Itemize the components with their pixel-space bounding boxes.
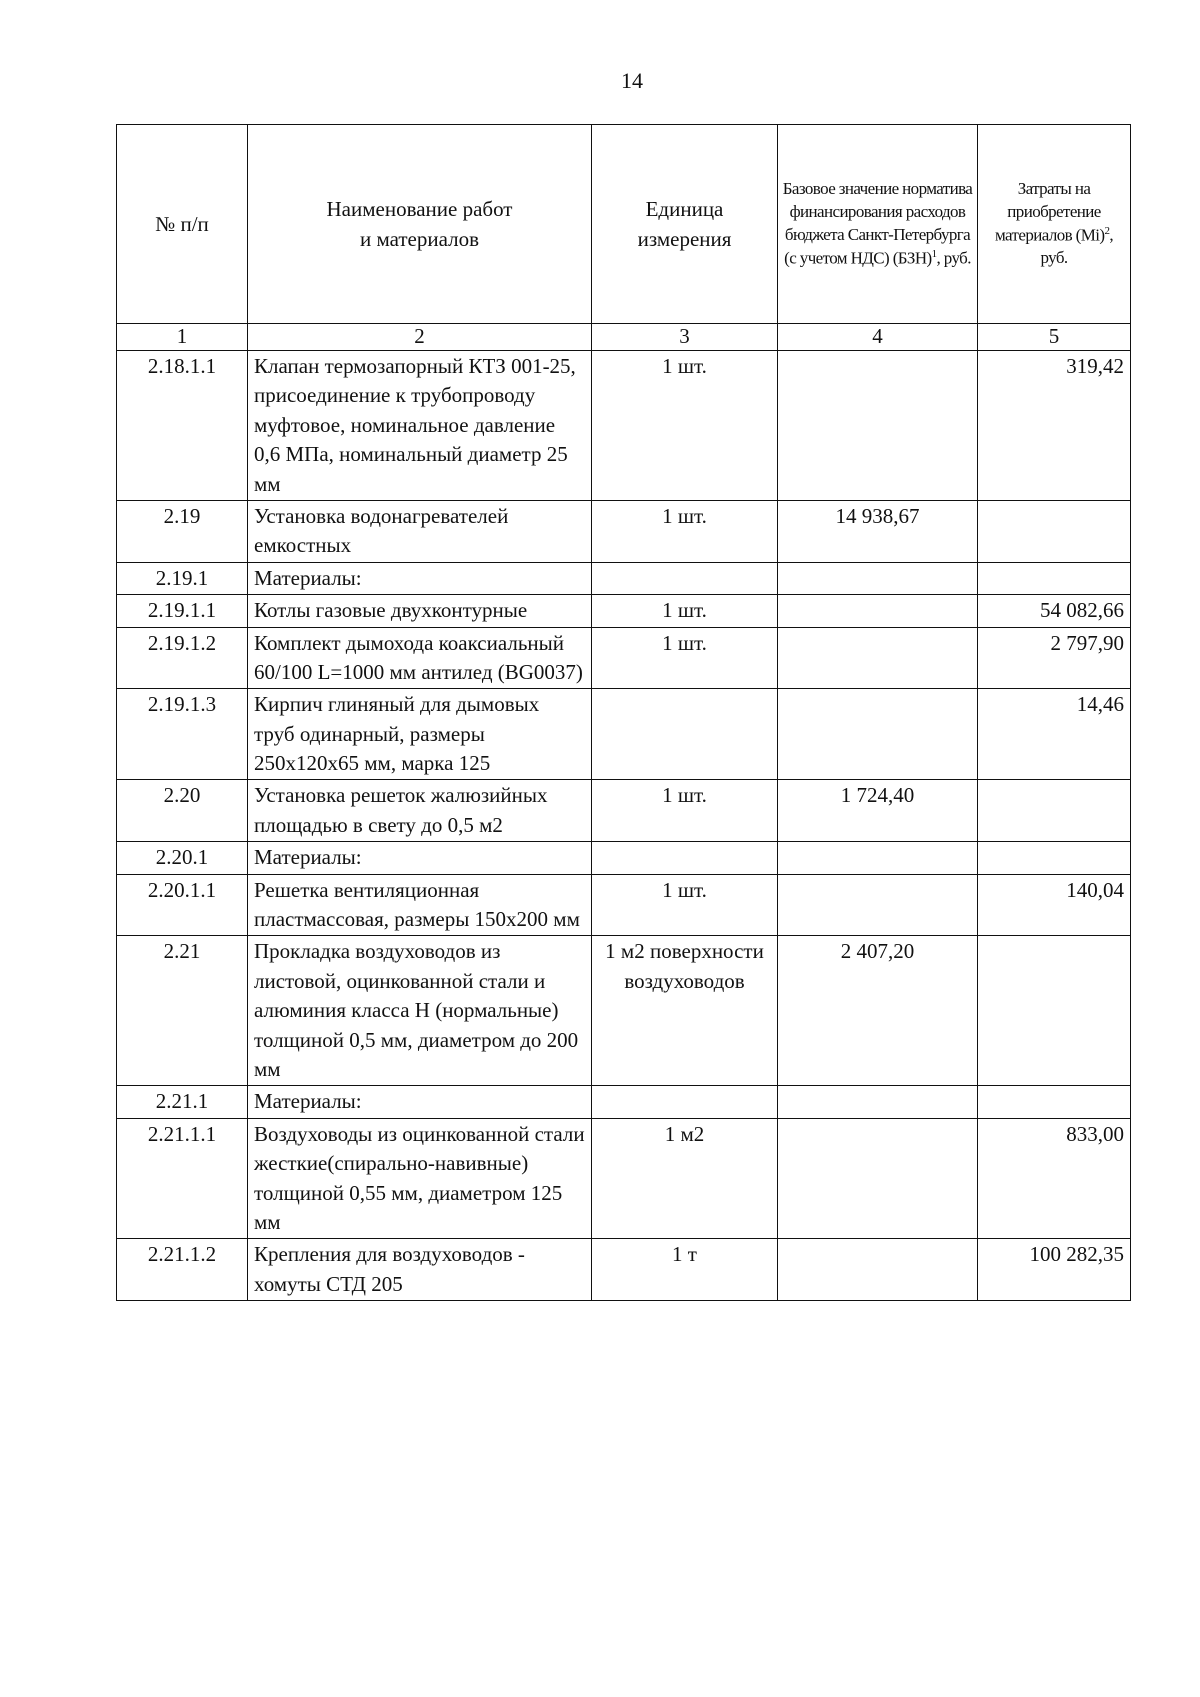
table-row — [117, 689, 1131, 780]
column-number: 3 — [592, 324, 778, 351]
row-unit — [592, 842, 778, 874]
row-unit — [592, 562, 778, 594]
row-number: 2.21.1.2 — [117, 1239, 248, 1301]
table-row — [117, 627, 1131, 689]
row-unit: 1 т — [592, 1239, 778, 1301]
table-row — [117, 1086, 1131, 1118]
row-material-cost — [978, 500, 1131, 562]
row-base-value — [778, 351, 978, 501]
row-material-cost: 140,04 — [978, 874, 1131, 936]
row-base-value — [778, 689, 978, 780]
row-base-value: 14 938,67 — [778, 500, 978, 562]
column-number: 5 — [978, 324, 1131, 351]
table-row — [117, 1118, 1131, 1239]
row-name: Воздуховоды из оцинкованной стали жесткие(спирально-навивные) толщиной 0,55 мм, диаметром 125 мм — [248, 1118, 592, 1239]
table-row — [117, 874, 1131, 936]
row-material-cost — [978, 780, 1131, 842]
row-base-value — [778, 1118, 978, 1239]
row-number: 2.21.1.1 — [117, 1118, 248, 1239]
row-number: 2.19.1.3 — [117, 689, 248, 780]
table-row — [117, 351, 1131, 501]
row-number: 2.20.1 — [117, 842, 248, 874]
header-material-cost: Затраты на приобретение материалов $(Mi)^2$, руб. — [978, 125, 1131, 324]
row-number: 2.21.1 — [117, 1086, 248, 1118]
row-number: 2.20.1.1 — [117, 874, 248, 936]
row-unit: 1 шт. — [592, 874, 778, 936]
row-name: Комплект дымохода коаксиальный 60/100 L=1000 мм антилед (BG0037) — [248, 627, 592, 689]
row-number: 2.21 — [117, 936, 248, 1086]
row-material-cost — [978, 1086, 1131, 1118]
row-number: 2.18.1.1 — [117, 351, 248, 501]
table-row — [117, 562, 1131, 594]
row-unit — [592, 1086, 778, 1118]
row-name: Установка водонагревателей емкостных — [248, 500, 592, 562]
table-row — [117, 1239, 1131, 1301]
row-unit: 1 шт. — [592, 595, 778, 627]
row-name: Решетка вентиляционная пластмассовая, размеры 150х200 мм — [248, 874, 592, 936]
header-num: № п/п — [117, 125, 248, 324]
row-name: Установка решеток жалюзийных площадью в свету до 0,5 м2 — [248, 780, 592, 842]
row-unit: 1 м2 — [592, 1118, 778, 1239]
column-number: 4 — [778, 324, 978, 351]
row-material-cost: 319,42 — [978, 351, 1131, 501]
row-base-value: 1 724,40 — [778, 780, 978, 842]
row-number: 2.19.1 — [117, 562, 248, 594]
row-name: Прокладка воздуховодов из листовой, оцинкованной стали и алюминия класса Н (нормальные) толщиной 0,5 мм, диаметром до 200 мм — [248, 936, 592, 1086]
column-number: 1 — [117, 324, 248, 351]
header-base-value: Базовое значение норматива финансирования расходов бюджета Санкт-Петербурга (с учетом НДС) (БЗН)$^1$, руб. — [778, 125, 978, 324]
row-name: Материалы: — [248, 562, 592, 594]
table-row — [117, 842, 1131, 874]
row-base-value — [778, 1239, 978, 1301]
row-material-cost: 2 797,90 — [978, 627, 1131, 689]
row-unit: 1 шт. — [592, 351, 778, 501]
row-number: 2.19.1.2 — [117, 627, 248, 689]
row-name: Крепления для воздуховодов - хомуты СТД 205 — [248, 1239, 592, 1301]
row-base-value — [778, 1086, 978, 1118]
row-name: Котлы газовые двухконтурные — [248, 595, 592, 627]
row-material-cost — [978, 562, 1131, 594]
norms-table — [116, 124, 1131, 1301]
row-name: Материалы: — [248, 1086, 592, 1118]
row-unit: 1 шт. — [592, 500, 778, 562]
row-material-cost — [978, 842, 1131, 874]
row-name: Материалы: — [248, 842, 592, 874]
header-name: Наименование работ и материалов — [248, 125, 592, 324]
row-name: Кирпич глиняный для дымовых труб одинарный, размеры 250х120х65 мм, марка 125 — [248, 689, 592, 780]
page-number: 14 — [621, 68, 643, 93]
row-number: 2.19 — [117, 500, 248, 562]
row-material-cost: 833,00 — [978, 1118, 1131, 1239]
row-base-value — [778, 627, 978, 689]
row-base-value — [778, 562, 978, 594]
table-row — [117, 595, 1131, 627]
row-material-cost: 14,46 — [978, 689, 1131, 780]
row-base-value — [778, 595, 978, 627]
table-row — [117, 780, 1131, 842]
column-number: 2 — [248, 324, 592, 351]
row-unit: 1 шт. — [592, 627, 778, 689]
row-unit: 1 м2 поверхности воздуховодов — [592, 936, 778, 1086]
table-header-row — [117, 125, 1131, 324]
row-base-value: 2 407,20 — [778, 936, 978, 1086]
table-row — [117, 500, 1131, 562]
row-number: 2.20 — [117, 780, 248, 842]
row-material-cost: 100 282,35 — [978, 1239, 1131, 1301]
row-material-cost: 54 082,66 — [978, 595, 1131, 627]
row-unit: 1 шт. — [592, 780, 778, 842]
row-number: 2.19.1.1 — [117, 595, 248, 627]
column-number-row — [117, 324, 1131, 351]
row-base-value — [778, 842, 978, 874]
header-unit: Единица измерения — [592, 125, 778, 324]
row-base-value — [778, 874, 978, 936]
row-name: Клапан термозапорный КТЗ 001-25, присоединение к трубопроводу муфтовое, номинальное давление 0,6 МПа, номинальный диаметр 25 мм — [248, 351, 592, 501]
table-row — [117, 936, 1131, 1086]
row-unit — [592, 689, 778, 780]
row-material-cost — [978, 936, 1131, 1086]
